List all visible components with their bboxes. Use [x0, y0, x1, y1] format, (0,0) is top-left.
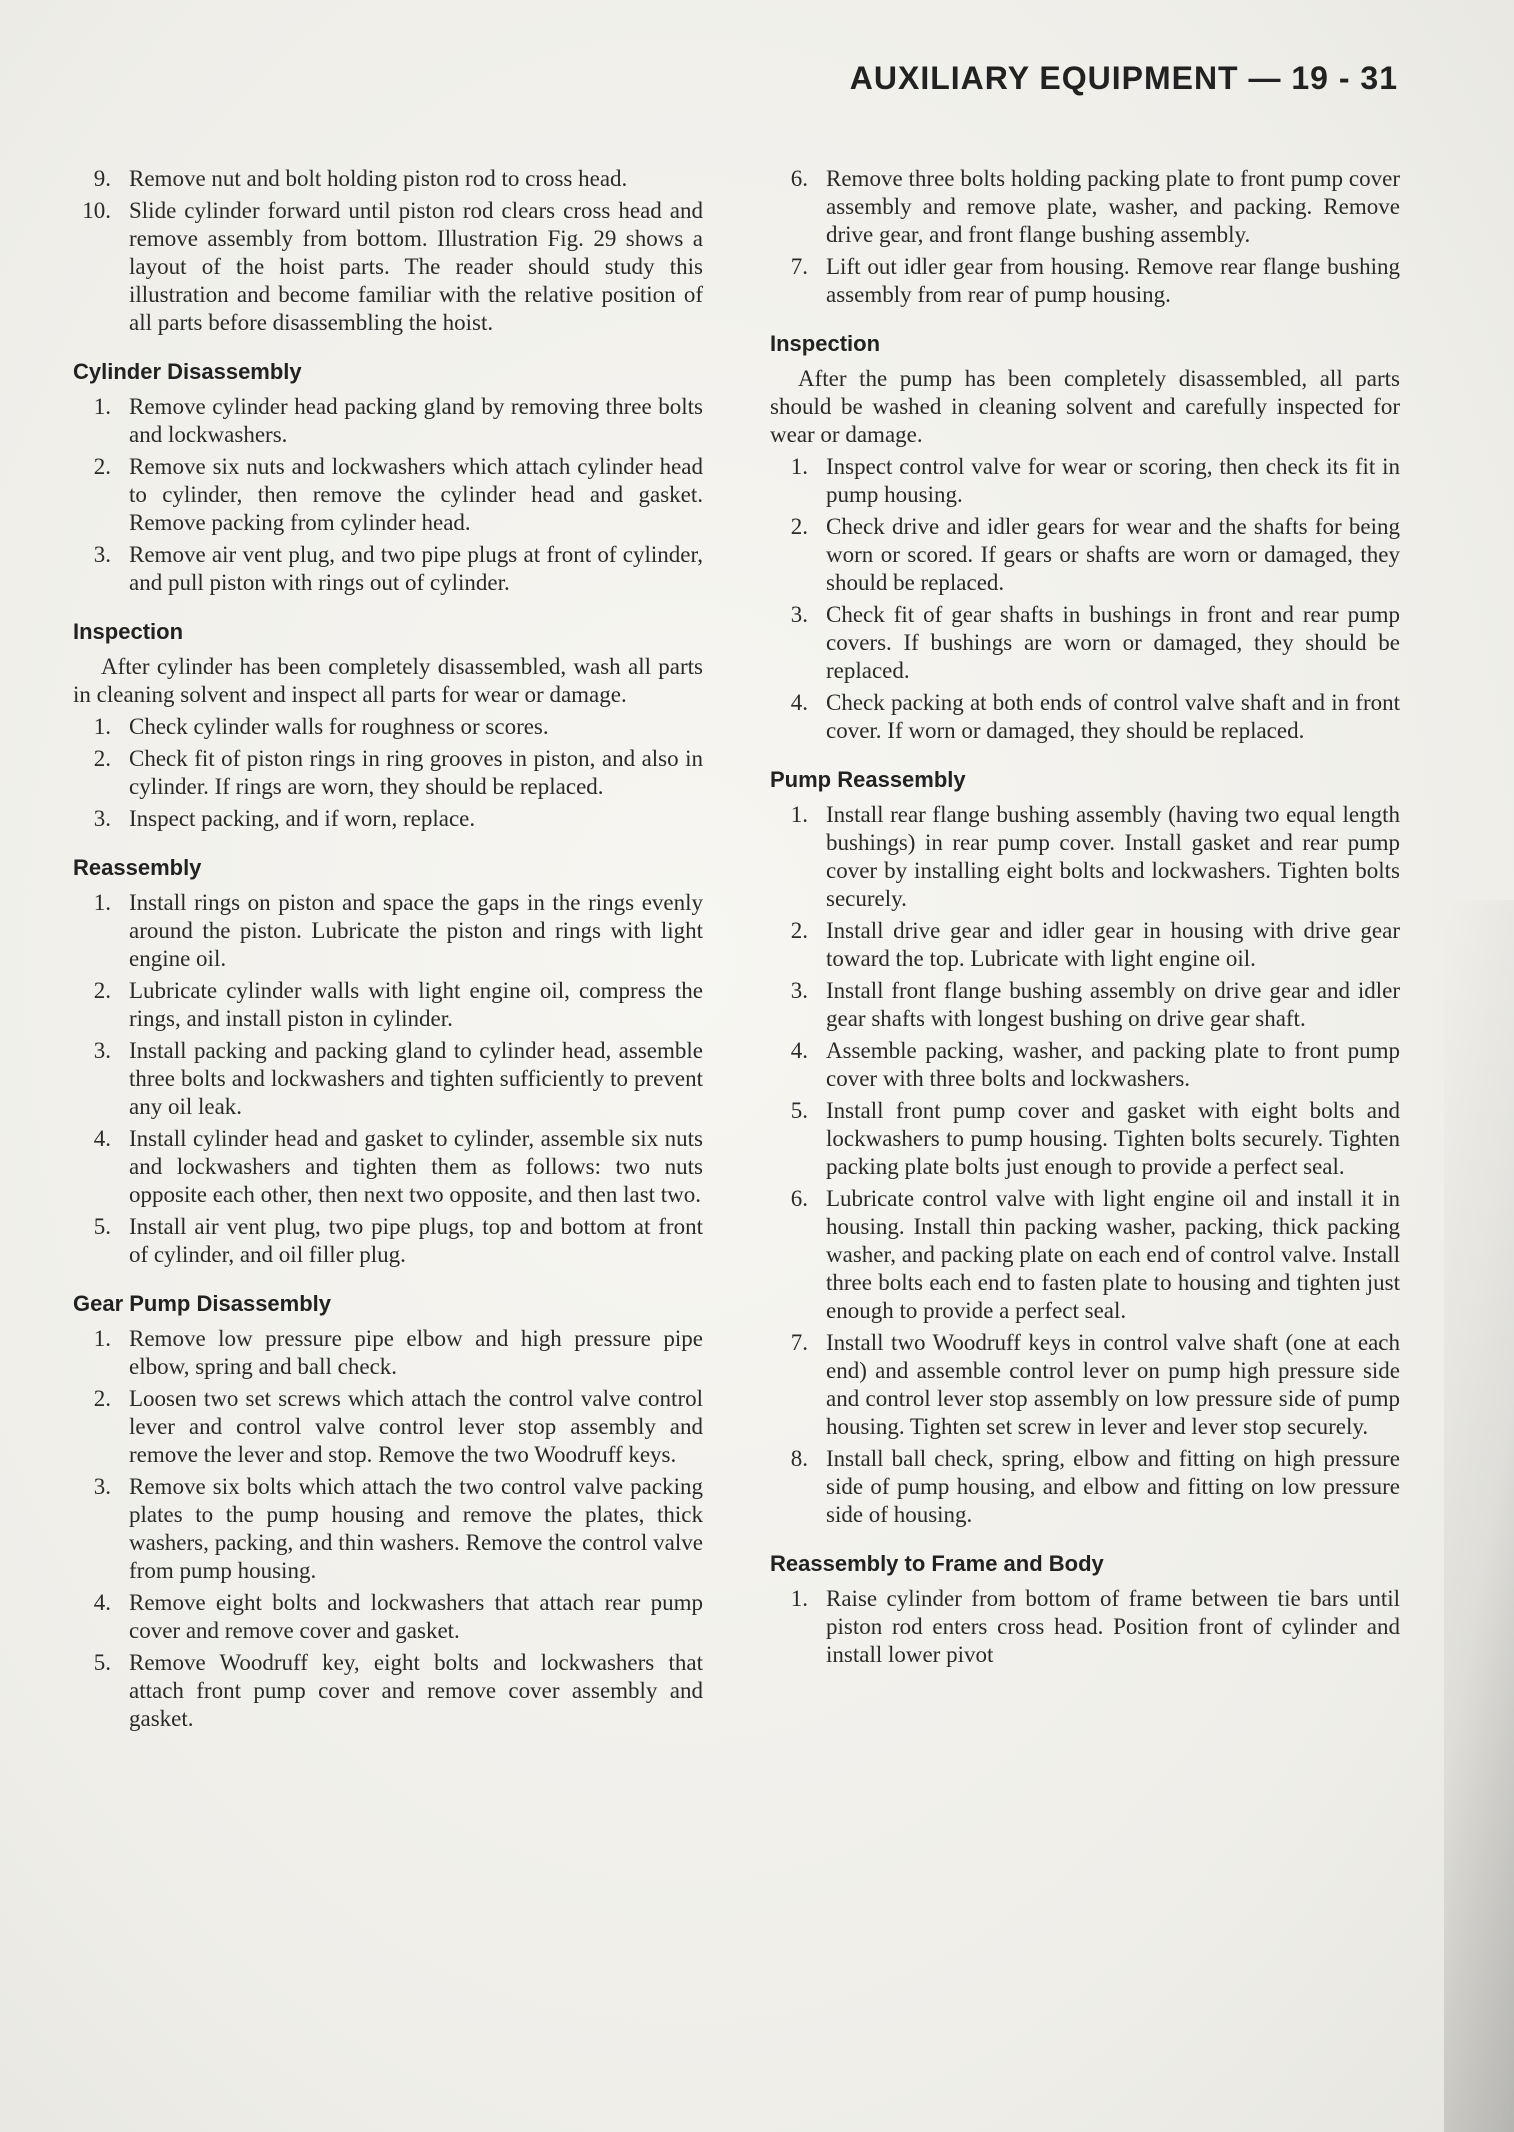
step-number: 1.: [790, 802, 808, 827]
step-text: Slide cylinder forward until piston rod clears cross head and remove assembly from bottom. Illustration Fig. 29 shows a layout of the hoist parts. The reader should study this illustration and become familiar with the relative position of all parts before disassembling the hoist.: [129, 198, 703, 335]
step-number: 5.: [93, 1650, 111, 1675]
step-text: Check packing at both ends of control valve shaft and in front cover. If worn or damaged, they should be replaced.: [826, 690, 1400, 743]
step-text: Install front flange bushing assembly on drive gear and idler gear shafts with longest bushing on drive gear shaft.: [826, 978, 1400, 1031]
step-text: Remove Woodruff key, eight bolts and lockwashers that attach front pump cover and remove cover assembly and gasket.: [129, 1650, 703, 1731]
step-text: Check fit of piston rings in ring grooves in piston, and also in cylinder. If rings are worn, they should be replaced.: [129, 746, 703, 799]
right-column: [770, 165, 1400, 1673]
list-item: [73, 1589, 703, 1645]
step-list: [73, 889, 703, 1269]
step-text: Install ball check, spring, elbow and fitting on high pressure side of pump housing, and elbow and fitting on low pressure side of housing.: [826, 1446, 1400, 1527]
step-number: 7.: [790, 1330, 808, 1355]
list-item: [770, 1097, 1400, 1181]
step-number: 6.: [790, 1186, 808, 1211]
step-number: 5.: [93, 1214, 111, 1239]
step-number: 2.: [93, 746, 111, 771]
step-text: Remove air vent plug, and two pipe plugs at front of cylinder, and pull piston with rings out of cylinder.: [129, 542, 703, 595]
list-item: [73, 1649, 703, 1733]
list-item: [770, 165, 1400, 249]
step-number: 2.: [93, 1386, 111, 1411]
section: [770, 331, 1400, 745]
step-number: 5.: [790, 1098, 808, 1123]
list-item: [770, 689, 1400, 745]
list-item: [770, 917, 1400, 973]
section-heading: Gear Pump Disassembly: [73, 1291, 332, 1316]
list-item: [770, 977, 1400, 1033]
list-item: [73, 805, 703, 833]
list-item: [73, 1037, 703, 1121]
list-item: [770, 1445, 1400, 1529]
section-paragraph: After cylinder has been completely disassembled, wash all parts in cleaning solvent and inspect all parts for wear or damage.: [73, 654, 703, 707]
section: [73, 359, 703, 597]
step-text: Lift out idler gear from housing. Remove rear flange bushing assembly from rear of pump housing.: [826, 254, 1400, 307]
left-column: [73, 165, 703, 1737]
intro-steps: [73, 165, 703, 337]
section-heading: Reassembly to Frame and Body: [770, 1551, 1104, 1576]
list-item: [770, 453, 1400, 509]
step-number: 3.: [790, 978, 808, 1003]
step-text: Remove nut and bolt holding piston rod to cross head.: [129, 166, 628, 191]
step-number: 3.: [93, 806, 111, 831]
step-number: 4.: [790, 690, 808, 715]
list-item: [73, 197, 703, 337]
step-number: 9.: [93, 166, 111, 191]
intro-steps: [770, 165, 1400, 309]
step-number: 2.: [93, 454, 111, 479]
step-text: Remove eight bolts and lockwashers that attach rear pump cover and remove cover and gasket.: [129, 1590, 703, 1643]
step-number: 3.: [93, 1038, 111, 1063]
step-text: Install drive gear and idler gear in housing with drive gear toward the top. Lubricate with light engine oil.: [826, 918, 1400, 971]
section-heading: Pump Reassembly: [770, 767, 966, 792]
step-number: 4.: [93, 1590, 111, 1615]
step-text: Lubricate cylinder walls with light engine oil, compress the rings, and install piston in cylinder.: [129, 978, 703, 1031]
step-text: Install rear flange bushing assembly (having two equal length bushings) in rear pump cover. Install gasket and rear pump cover by installing eight bolts and lockwashers. Tighten bolts securely.: [826, 802, 1400, 911]
step-number: 1.: [93, 1326, 111, 1351]
step-text: Inspect control valve for wear or scoring, then check its fit in pump housing.: [826, 454, 1400, 507]
list-item: [770, 513, 1400, 597]
section-heading: Cylinder Disassembly: [73, 359, 302, 384]
step-text: Install cylinder head and gasket to cylinder, assemble six nuts and lockwashers and tighten them as follows: two nuts opposite each other, then next two opposite, and then last two.: [129, 1126, 703, 1207]
list-item: [770, 1037, 1400, 1093]
section: [770, 1551, 1400, 1669]
list-item: [770, 601, 1400, 685]
step-number: 3.: [93, 542, 111, 567]
step-number: 7.: [790, 254, 808, 279]
step-list: [73, 713, 703, 833]
step-text: Check drive and idler gears for wear and the shafts for being worn or scored. If gears or shafts are worn or damaged, they should be replaced.: [826, 514, 1400, 595]
step-text: Remove three bolts holding packing plate to front pump cover assembly and remove plate, washer, and packing. Remove drive gear, and front flange bushing assembly.: [826, 166, 1400, 247]
step-text: Assemble packing, washer, and packing plate to front pump cover with three bolts and lockwashers.: [826, 1038, 1400, 1091]
step-number: 3.: [790, 602, 808, 627]
step-text: Lubricate control valve with light engine oil and install it in housing. Install thin packing washer, packing, thick packing washer, and packing plate on each end of control valve. Install three bolts each end to fasten plate to housing and tighten just enough to provide a perfect seal.: [826, 1186, 1400, 1323]
step-text: Raise cylinder from bottom of frame between tie bars until piston rod enters cross head. Position front of cylinder and install lower pivot: [826, 1586, 1400, 1667]
step-list: [770, 1585, 1400, 1669]
step-number: 1.: [790, 454, 808, 479]
section: [73, 619, 703, 833]
step-text: Inspect packing, and if worn, replace.: [129, 806, 476, 831]
step-number: 10.: [82, 198, 111, 223]
step-text: Install rings on piston and space the gaps in the rings evenly around the piston. Lubricate the piston and rings with light engine oil.: [129, 890, 703, 971]
step-number: 1.: [93, 714, 111, 739]
step-text: Check fit of gear shafts in bushings in front and rear pump covers. If bushings are worn or damaged, they should be replaced.: [826, 602, 1400, 683]
step-number: 2.: [790, 514, 808, 539]
step-text: Remove low pressure pipe elbow and high pressure pipe elbow, spring and ball check.: [129, 1326, 703, 1379]
step-list: [73, 165, 703, 337]
list-item: [73, 977, 703, 1033]
list-item: [73, 541, 703, 597]
page-header: AUXILIARY EQUIPMENT — 19 - 31: [849, 60, 1398, 96]
step-number: 2.: [93, 978, 111, 1003]
step-number: 2.: [790, 918, 808, 943]
step-number: 6.: [790, 166, 808, 191]
step-number: 1.: [93, 394, 111, 419]
list-item: [73, 393, 703, 449]
step-list: [73, 393, 703, 597]
list-item: [770, 801, 1400, 913]
list-item: [73, 165, 703, 193]
step-text: Install two Woodruff keys in control valve shaft (one at each end) and assemble control lever on pump high pressure side and control lever stop assembly on low pressure side of pump housing. Tighten set screw in lever and lever stop securely.: [826, 1330, 1400, 1439]
list-item: [73, 1473, 703, 1585]
step-text: Install air vent plug, two pipe plugs, top and bottom at front of cylinder, and oil filler plug.: [129, 1214, 703, 1267]
list-item: [73, 889, 703, 973]
step-text: Loosen two set screws which attach the control valve control lever and control valve control lever stop assembly and remove the lever and stop. Remove the two Woodruff keys.: [129, 1386, 703, 1467]
list-item: [73, 1125, 703, 1209]
step-number: 3.: [93, 1474, 111, 1499]
list-item: [770, 1329, 1400, 1441]
step-number: 4.: [790, 1038, 808, 1063]
step-text: Remove six bolts which attach the two control valve packing plates to the pump housing and remove the plates, thick washers, packing, and thin washers. Remove the control valve from pump housing.: [129, 1474, 703, 1583]
step-text: Check cylinder walls for roughness or scores.: [129, 714, 549, 739]
section-heading: Inspection: [73, 619, 184, 644]
section-heading: Reassembly: [73, 855, 202, 880]
list-item: [73, 713, 703, 741]
section: [770, 767, 1400, 1529]
section-paragraph: After the pump has been completely disassembled, all parts should be washed in cleaning solvent and carefully inspected for wear or damage.: [770, 366, 1400, 447]
step-list: [770, 801, 1400, 1529]
step-text: Install front pump cover and gasket with eight bolts and lockwashers to pump housing. Tighten bolts securely. Tighten packing plate bolts just enough to provide a perfect seal.: [826, 1098, 1400, 1179]
page-edge-shadow: [1444, 900, 1514, 2132]
list-item: [73, 745, 703, 801]
list-item: [770, 253, 1400, 309]
step-list: [770, 165, 1400, 309]
step-text: Install packing and packing gland to cylinder head, assemble three bolts and lockwashers and tighten sufficiently to prevent any oil leak.: [129, 1038, 703, 1119]
step-text: Remove six nuts and lockwashers which attach cylinder head to cylinder, then remove the cylinder head and gasket. Remove packing from cylinder head.: [129, 454, 703, 535]
step-list: [770, 453, 1400, 745]
step-list: [73, 1325, 703, 1733]
section-heading: Inspection: [770, 331, 881, 356]
step-number: 8.: [790, 1446, 808, 1471]
list-item: [73, 1325, 703, 1381]
list-item: [73, 453, 703, 537]
step-text: Remove cylinder head packing gland by removing three bolts and lockwashers.: [129, 394, 703, 447]
list-item: [770, 1185, 1400, 1325]
step-number: 1.: [790, 1586, 808, 1611]
section: [73, 855, 703, 1269]
list-item: [73, 1385, 703, 1469]
step-number: 4.: [93, 1126, 111, 1151]
section: [73, 1291, 703, 1733]
step-number: 1.: [93, 890, 111, 915]
list-item: [73, 1213, 703, 1269]
list-item: [770, 1585, 1400, 1669]
